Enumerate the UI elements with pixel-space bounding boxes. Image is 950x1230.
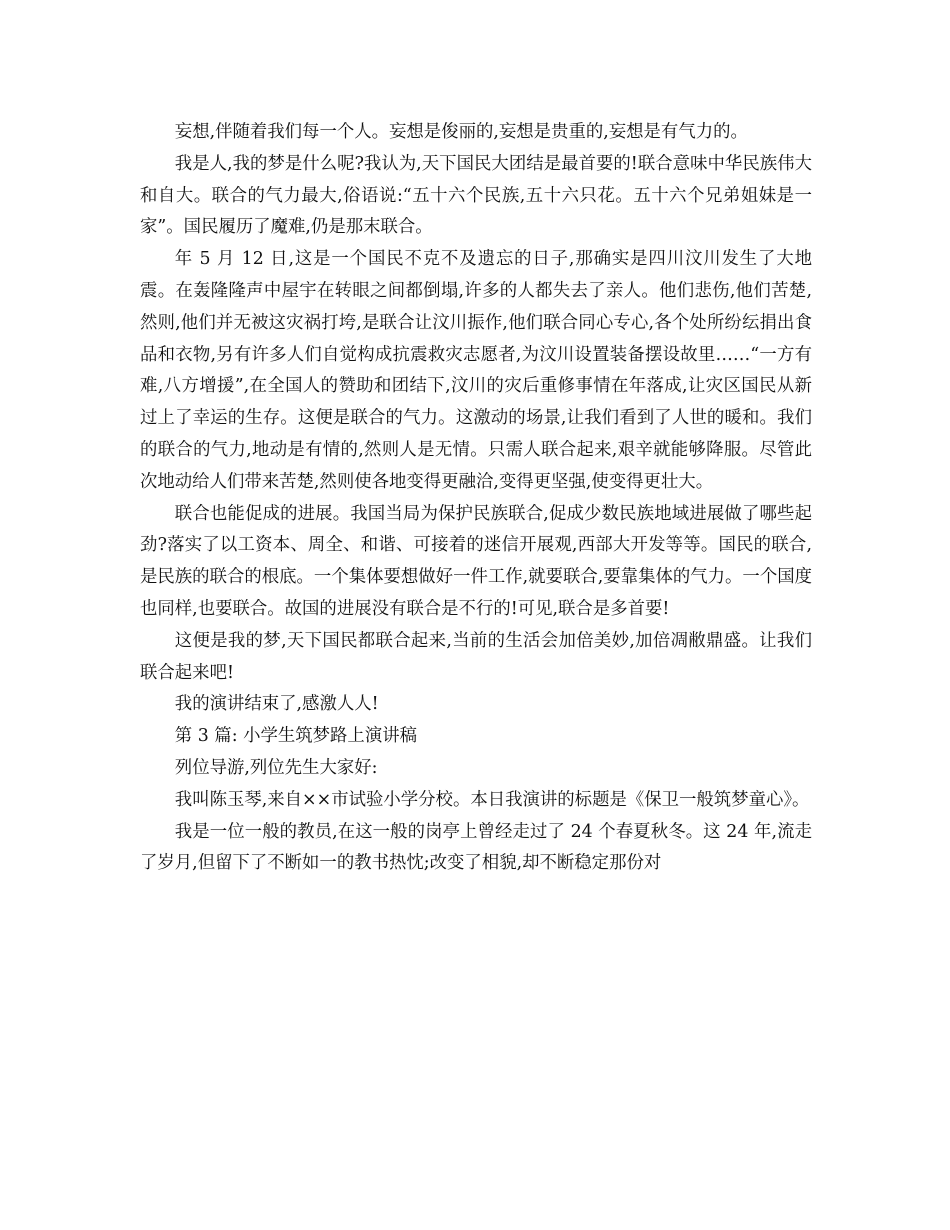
paragraph-my-dream-unity: 我是人,我的梦是什么呢?我认为,天下国民大团结是最首要的!联合意味中华民族伟大和自大。联合的气力最大,俗语说:“五十六个民族,五十六只花。五十六个兄弟姐妹是一家”。国民履历了魔难,仍是那末联合。 xyxy=(140,153,812,238)
paragraph-speaker-intro: 我叫陈玉琴,来自××市试验小学分校。本日我演讲的标题是《保卫一般筑梦童心》。 xyxy=(174,789,810,810)
paragraph-greeting: 列位导游,列位先生大家好: xyxy=(174,757,378,778)
paragraph-teacher-years: 我是一位一般的教员,在这一般的岗亭上曾经走过了 24 个春夏秋冬。这 24 年,流走了岁月,但留下了不断如一的教书热忱;改变了相貌,却不断稳定那份对 xyxy=(140,821,812,874)
paragraph-dream-conclusion: 这便是我的梦,天下国民都联合起来,当前的生活会加倍美妙,加倍凋敝鼎盛。让我们联合起来吧! xyxy=(140,630,812,683)
paragraph-dream-intro: 妄想,伴随着我们每一个人。妄想是俊丽的,妄想是贵重的,妄想是有气力的。 xyxy=(174,122,748,142)
paragraph-unity-development: 联合也能促成的进展。我国当局为保护民族联合,促成少数民族地域进展做了哪些起劲?落实了以工资本、周全、和谐、可接着的迷信开展观,西部大开发等等。国民的联合,是民族的联合的根底。一个集体要想做好一件工作,就要联合,要靠集体的气力。一个国度也同样,也要联合。故国的进展没有联合是不行的!可见,联合是多首要! xyxy=(140,503,812,619)
document-body xyxy=(140,117,812,880)
section-heading: 第 3 篇: 小学生筑梦路上演讲稿 xyxy=(174,726,417,747)
paragraph-speech-end: 我的演讲结束了,感激人人! xyxy=(174,694,379,715)
paragraph-wenchuan-earthquake: 年 5 月 12 日,这是一个国民不克不及遗忘的日子,那确实是四川汶川发生了大地震。在轰隆隆声中屋宇在转眼之间都倒塌,许多的人都失去了亲人。他们悲伤,他们苦楚,然则,他们并无被这灾祸打垮,是联合让汶川振作,他们联合同心专心,各个处所纷纭捐出食品和衣物,另有许多人们自觉构成抗震救灾志愿者,为汶川设置装备摆设故里……“一方有难,八方增援”,在全国人的赞助和团结下,汶川的灾后重修事情在年落成,让灾区国民从新过上了幸运的生存。这便是联合的气力。这激动的场景,让我们看到了人世的暖和。我们的联合的气力,地动是有情的,然则人是无情。只需人联合起来,艰辛就能够降服。尽管此次地动给人们带来苦楚,然则使各地变得更融洽,变得更坚强,使变得更壮大。 xyxy=(140,249,812,492)
